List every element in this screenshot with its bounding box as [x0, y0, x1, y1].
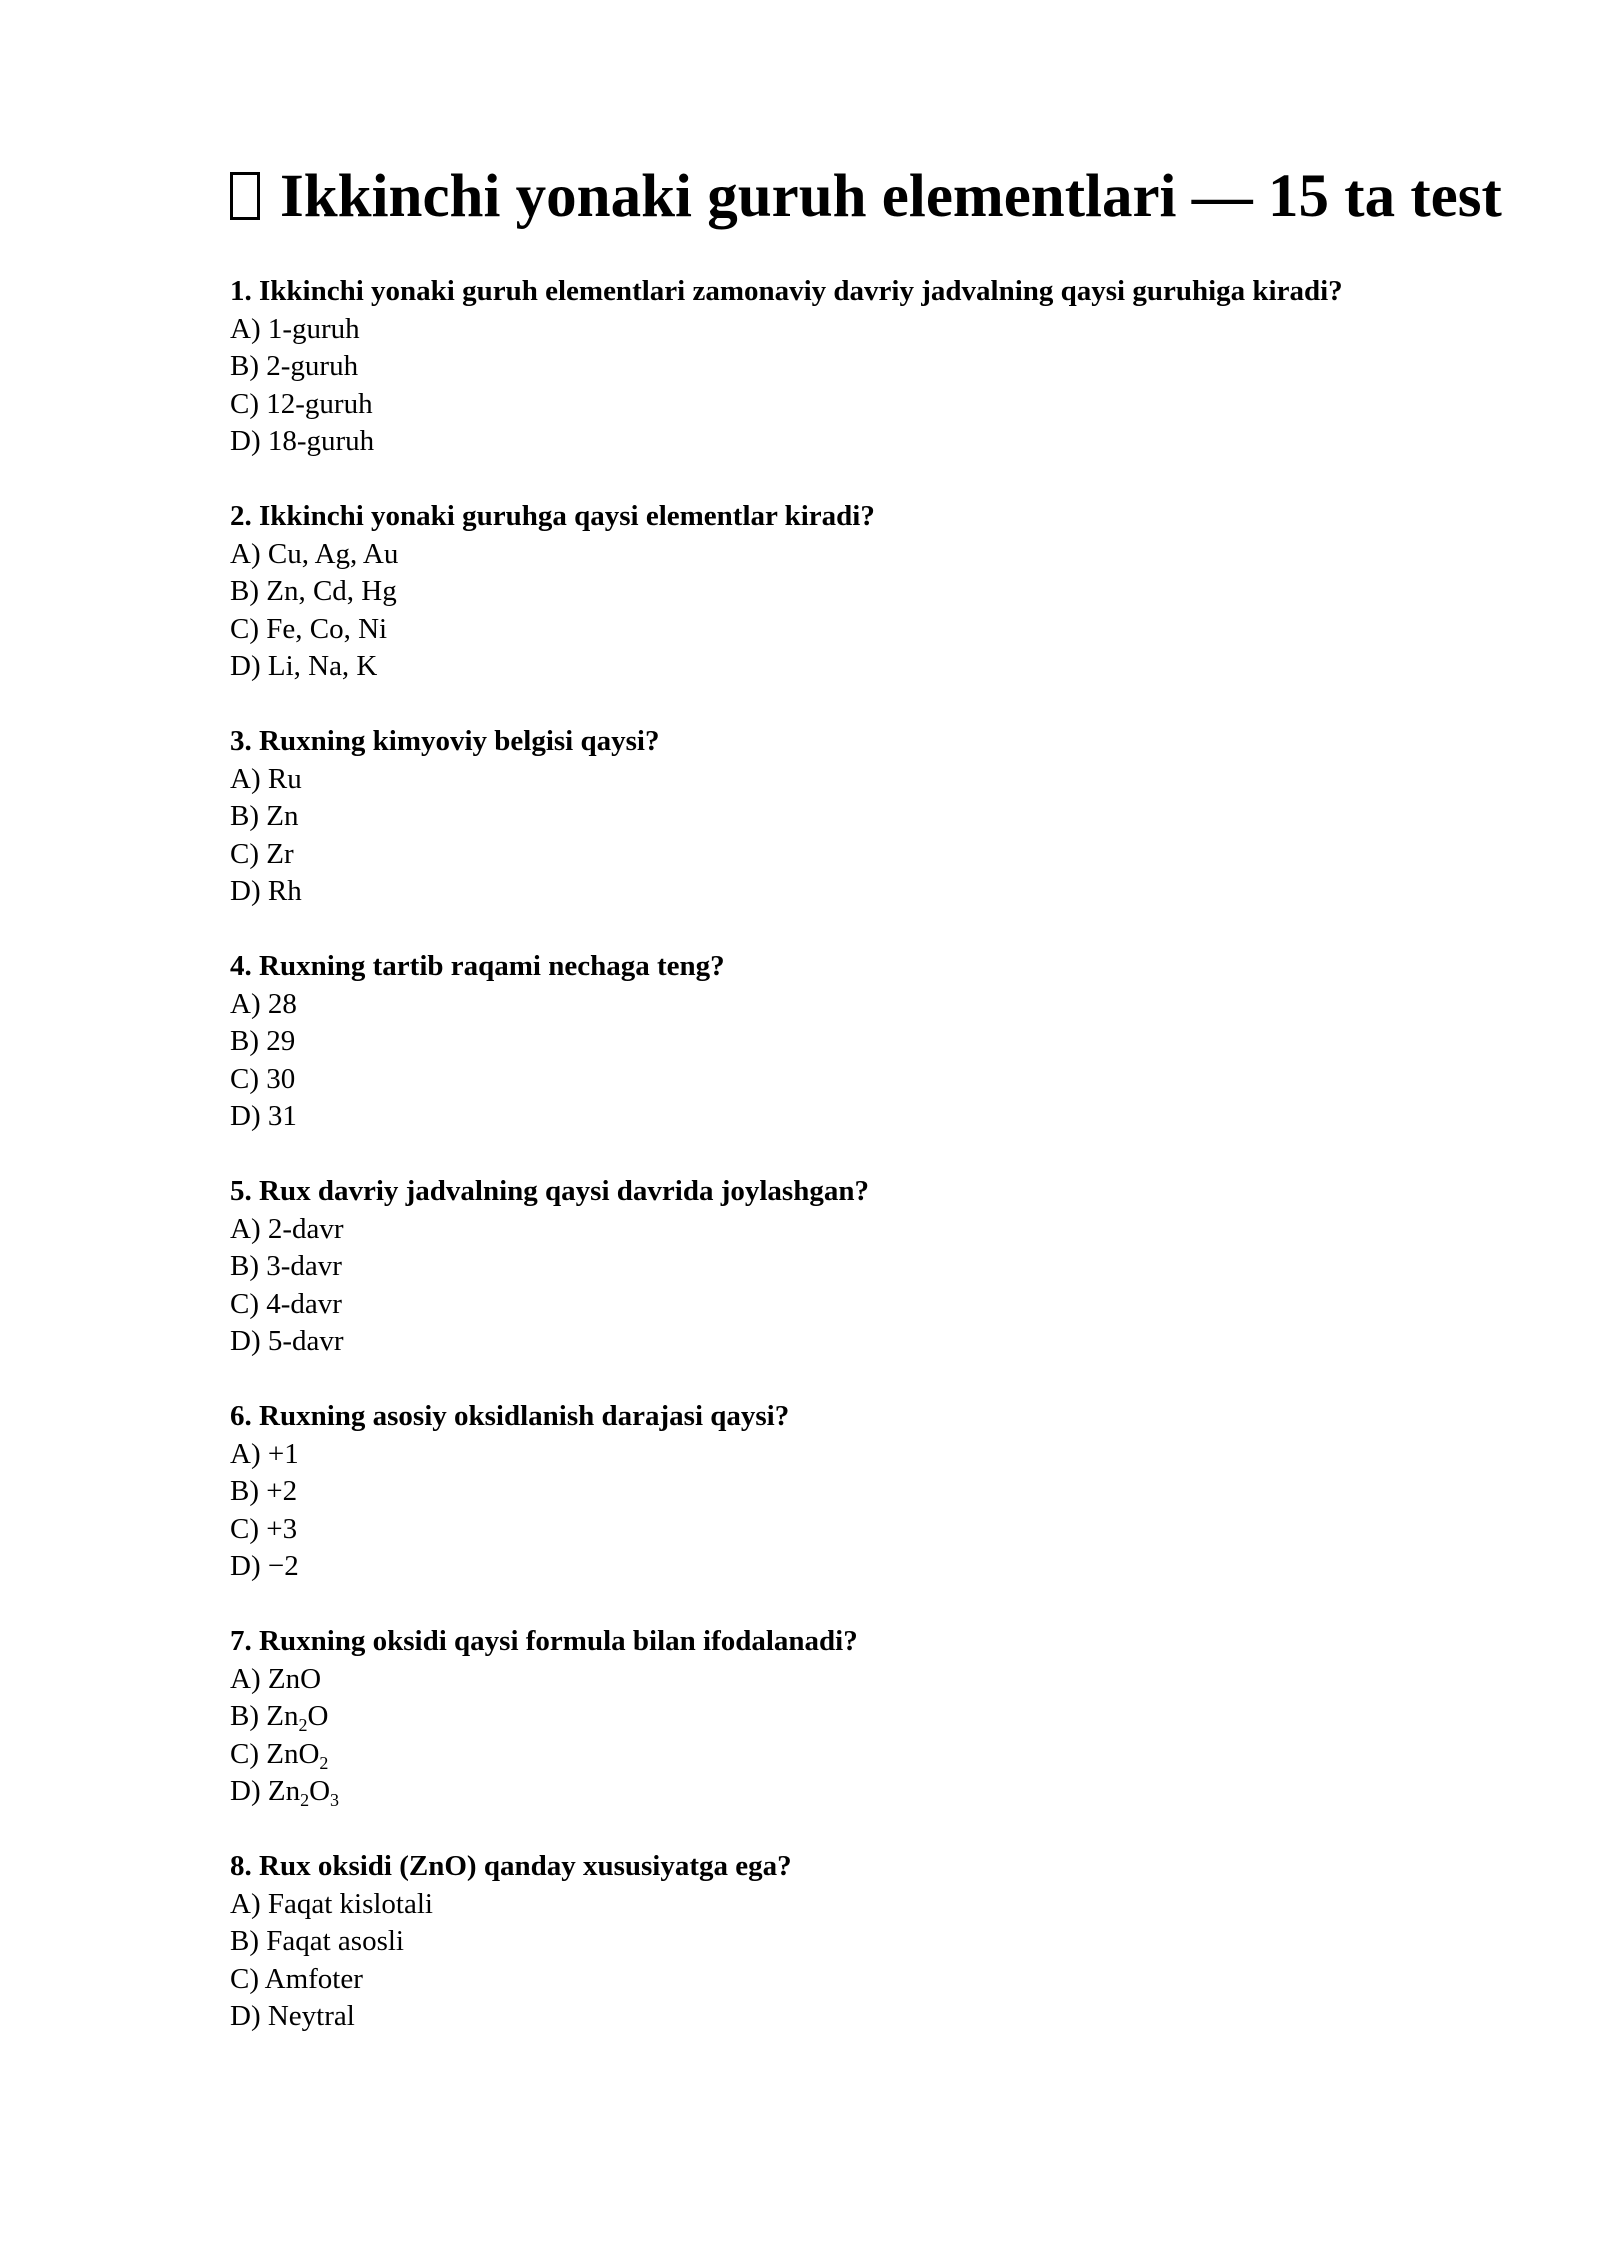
- option-b: B) +2: [230, 1475, 298, 1507]
- option-c: C) 4-davr: [230, 1287, 342, 1320]
- option-d: D) Rh: [230, 875, 302, 907]
- question-text: 7. Ruxning oksidi qaysi formula bilan ifodalanadi?: [230, 1625, 858, 1657]
- formula-text: A) ZnO: [230, 1662, 322, 1695]
- option-b: [230, 1698, 1530, 1736]
- option-b: B) 3-davr: [230, 1250, 342, 1282]
- formula-text: D) Zn: [230, 1775, 301, 1807]
- option-a: A) Faqat kislotali: [230, 1887, 433, 1920]
- option-a: A) 2-davr: [230, 1212, 344, 1245]
- formula-text: O: [309, 1775, 331, 1807]
- formula-subscript: 2: [319, 1752, 329, 1773]
- option-b: B) Zn, Cd, Hg: [230, 575, 397, 607]
- option-a: A) Cu, Ag, Au: [230, 537, 399, 570]
- option-c: C) 30: [230, 1062, 296, 1095]
- option-a: A) Ru: [230, 762, 302, 795]
- question-text: 2. Ikkinchi yonaki guruhga qaysi elementlar kiradi?: [230, 500, 875, 532]
- option-c: [230, 1736, 1530, 1774]
- option-a: A) 28: [230, 987, 297, 1020]
- question-7: [230, 1623, 1530, 1811]
- option-b: B) 29: [230, 1025, 296, 1057]
- formula-text: O: [307, 1700, 329, 1732]
- formula-subscript: 3: [330, 1790, 340, 1810]
- formula-text: C) ZnO: [230, 1737, 320, 1770]
- question-text: 4. Ruxning tartib raqami nechaga teng?: [230, 950, 725, 982]
- option-d: D) 18-guruh: [230, 425, 375, 457]
- question-3: [230, 723, 1530, 911]
- question-1: [230, 273, 1530, 461]
- option-b: B) Faqat asosli: [230, 1925, 404, 1957]
- option-b: B) 2-guruh: [230, 350, 359, 382]
- option-d: D) 31: [230, 1100, 297, 1132]
- page-title-text: Ikkinchi yonaki guruh elementlari — 15 ta test: [280, 163, 1502, 230]
- option-b: B) Zn: [230, 800, 299, 832]
- question-8: [230, 1848, 1530, 2036]
- question-text: 6. Ruxning asosiy oksidlanish darajasi qaysi?: [230, 1400, 790, 1432]
- formula-subscript: 2: [300, 1790, 310, 1810]
- option-a: [230, 1661, 1530, 1699]
- option-d: [230, 1773, 1530, 1811]
- question-text: 3. Ruxning kimyoviy belgisi qaysi?: [230, 725, 660, 757]
- option-c: C) Zr: [230, 837, 294, 870]
- missing-glyph-icon: [230, 172, 260, 220]
- formula-subscript: 2: [298, 1715, 308, 1735]
- option-c: C) Fe, Co, Ni: [230, 612, 388, 645]
- question-4: [230, 948, 1530, 1136]
- option-a: A) 1-guruh: [230, 312, 360, 345]
- option-d: D) Li, Na, K: [230, 650, 378, 682]
- option-c: C) 12-guruh: [230, 387, 373, 420]
- page-title: [230, 158, 1530, 235]
- question-2: [230, 498, 1530, 686]
- question-6: [230, 1398, 1530, 1586]
- option-c: C) Amfoter: [230, 1962, 363, 1995]
- document-page: [230, 158, 1530, 2073]
- formula-text: B) Zn: [230, 1700, 299, 1732]
- question-text: 1. Ikkinchi yonaki guruh elementlari zamonaviy davriy jadvalning qaysi guruhiga kiradi?: [230, 275, 1343, 307]
- question-5: [230, 1173, 1530, 1361]
- question-text: 5. Rux davriy jadvalning qaysi davrida joylashgan?: [230, 1175, 869, 1207]
- option-d: D) Neytral: [230, 2000, 355, 2032]
- option-a: A) +1: [230, 1437, 299, 1470]
- option-d: D) −2: [230, 1550, 299, 1582]
- option-c: C) +3: [230, 1512, 298, 1545]
- question-text: 8. Rux oksidi (ZnO) qanday xususiyatga ega?: [230, 1850, 792, 1882]
- option-d: D) 5-davr: [230, 1325, 344, 1357]
